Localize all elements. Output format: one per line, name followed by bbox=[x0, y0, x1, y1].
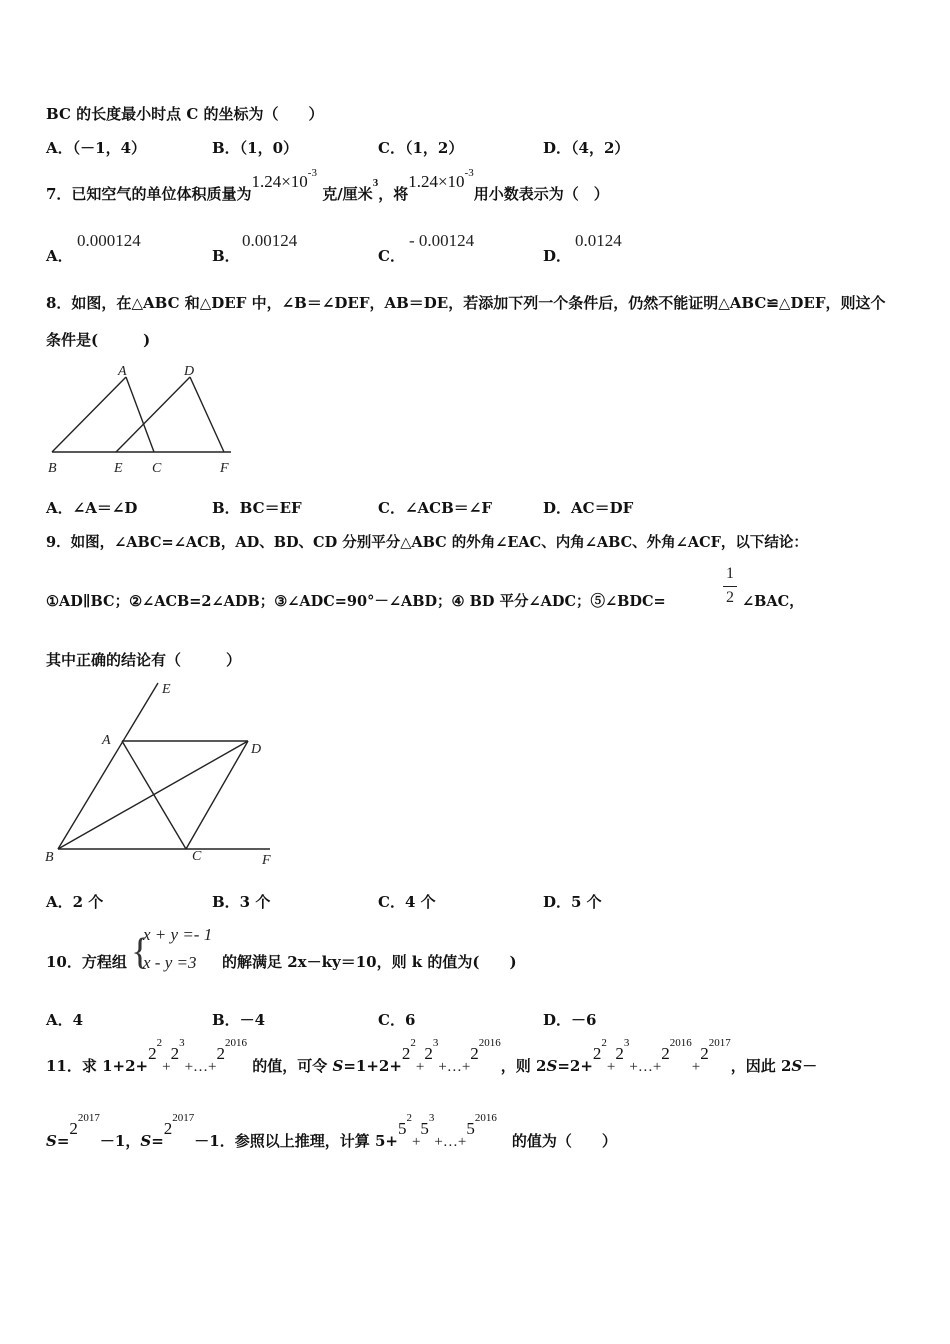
q9-line-ac bbox=[122, 741, 186, 849]
q7-option-b-value: 0.00124 bbox=[242, 231, 298, 250]
q8-option-c: C．∠ACB＝∠F bbox=[378, 499, 492, 517]
q9-option-b: B．3 个 bbox=[212, 893, 271, 911]
q9-label-a: A bbox=[102, 733, 111, 748]
q9-stem-line1: 9．如图，∠ABC=∠ACB，AD、BD、CD 分别平分△ABC 的外角∠EAC、内角∠ABC、外角∠ACF，以下结论： bbox=[46, 534, 808, 551]
q7-option-c-label: C． bbox=[378, 247, 405, 265]
q8-option-b: B．BC＝EF bbox=[212, 499, 302, 517]
q8-label-d: D bbox=[184, 364, 195, 379]
q8-stem-line2: 条件是( ) bbox=[46, 331, 151, 349]
q10-brace: { bbox=[131, 931, 150, 973]
q7-text-2: 克/厘米 bbox=[322, 185, 373, 203]
q11-term-5-2: $5^2$ bbox=[397, 1112, 412, 1138]
q7-option-d-value: 0.0124 bbox=[575, 231, 622, 250]
q11-term-2-3: $2^3$ bbox=[170, 1037, 185, 1063]
q6-option-a: A．（－1，4） bbox=[46, 139, 147, 157]
q9-fraction-den: 2 bbox=[726, 589, 734, 606]
q8-label-a: A bbox=[118, 364, 127, 379]
q8-side-ab bbox=[52, 377, 126, 452]
q8-stem-line1: 8．如图，在△ABC 和△DEF 中，∠B＝∠DEF，AB＝DE，若添加下列一个条件后，仍然不能证明△ABC≌△DEF，则这个 bbox=[46, 294, 886, 312]
q8-side-df bbox=[190, 377, 224, 452]
q9-label-f: F bbox=[262, 853, 271, 868]
q7-stem: 7．已知空气的单位体积质量为$1.24\times 10^{-3}$ 克/厘米$^3$，将$1.24\times 10^{-3}$用小数表示为（ ） bbox=[46, 167, 609, 203]
q9-option-a: A．2 个 bbox=[46, 893, 104, 911]
q11-term-5-3: $5^3$ bbox=[420, 1112, 435, 1138]
q7-option-a-label: A． bbox=[46, 247, 73, 265]
q11-line2: $S=2^{2017}-1$，$S=2^{2017}-1$．参照以上推理，计算 $5+5^2+5^3+\dots+5^{2016}$ 的值为（ ） bbox=[46, 1112, 617, 1150]
q9-geometry-figure bbox=[40, 676, 280, 872]
q10-equation-2: x - y =3 bbox=[143, 953, 197, 972]
q7-option-b-label: B． bbox=[212, 247, 240, 265]
q10-equation-1: x + y =- 1 bbox=[143, 925, 213, 944]
q8-option-d: D．AC＝DF bbox=[543, 499, 634, 517]
q6-option-b: B．（1，0） bbox=[212, 139, 299, 157]
q7-option-a-value: 0.000124 bbox=[77, 231, 141, 250]
q7-text-1: 7．已知空气的单位体积质量为 bbox=[46, 185, 252, 203]
q10-option-d: D．－6 bbox=[543, 1011, 597, 1029]
q8-label-c: C bbox=[152, 461, 162, 476]
q7-option-c-value: - 0.00124 bbox=[409, 231, 475, 250]
q9-line-bd bbox=[58, 741, 248, 849]
q9-fraction-bar bbox=[723, 586, 737, 587]
q9-fraction-num: 1 bbox=[726, 565, 734, 582]
q9-conclusions: ①AD∥BC；②∠ACB=2∠ADB；③∠ADC=90°－∠ABD；④ BD 平分∠ADC；⑤∠BDC= bbox=[46, 593, 666, 610]
q9-stem-line3: 其中正确的结论有（ ） bbox=[46, 651, 242, 669]
q7-expr-2: $1.24\times 10^{-3}$ bbox=[408, 167, 474, 191]
q11-term-5-2016: $5^{2016}$ bbox=[466, 1112, 497, 1138]
q9-label-d: D bbox=[251, 742, 262, 757]
q6-option-c: C．（1，2） bbox=[378, 139, 464, 157]
q9-line-cd bbox=[186, 741, 248, 849]
q10-option-b: B．－4 bbox=[212, 1011, 266, 1029]
q7-expr-1: $1.24\times 10^{-3}$ bbox=[251, 167, 317, 191]
q7-option-d-label: D． bbox=[543, 247, 572, 265]
q8-option-a: A．∠A＝∠D bbox=[46, 499, 138, 517]
q6-option-d: D．（4，2） bbox=[543, 139, 630, 157]
q8-triangle-figure bbox=[44, 360, 244, 482]
q10-option-a: A．4 bbox=[46, 1011, 84, 1029]
q11-line1: 11．求 $1+2+2^2+2^3+\dots+2^{2016}$ 的值，可令 $S=1+2+2^2+2^3+\dots+2^{2016}$，则 $2S=2+2^2+2^3+\dots+2^{2016}+2^{2017}$，因此 2S－ bbox=[46, 1037, 818, 1075]
q9-option-c: C．4 个 bbox=[378, 893, 436, 911]
q10-stem-end: 的解满足 2x－ky＝10，则 k 的值为( ) bbox=[222, 953, 517, 971]
q6-stem: BC 的长度最小时点 C 的坐标为（ ） bbox=[46, 105, 324, 123]
q11-term-2-2017-b: $2^{2017}$ bbox=[163, 1112, 195, 1138]
q8-label-f: F bbox=[220, 461, 229, 476]
q11-term-2-2016: $2^{2016}$ bbox=[216, 1037, 247, 1063]
q9-conclusions-end: ∠BAC， bbox=[742, 593, 804, 610]
q11-term-2-2017-a: $2^{2017}$ bbox=[69, 1112, 100, 1138]
q8-label-b: B bbox=[48, 461, 57, 476]
q9-line-be bbox=[58, 683, 158, 849]
q11-term-2-2: $2^2$ bbox=[148, 1037, 163, 1063]
q8-label-e: E bbox=[114, 461, 123, 476]
q8-side-de bbox=[116, 377, 190, 452]
q9-option-d: D．5 个 bbox=[543, 893, 602, 911]
q10-stem-start: 10．方程组 bbox=[46, 953, 127, 971]
q10-option-c: C．6 bbox=[378, 1011, 416, 1029]
q9-label-c: C bbox=[192, 849, 202, 864]
q9-label-e: E bbox=[162, 682, 171, 697]
q8-side-ac bbox=[126, 377, 154, 452]
q7-text-3: 用小数表示为（ ） bbox=[473, 185, 609, 203]
q9-label-b: B bbox=[45, 850, 54, 865]
